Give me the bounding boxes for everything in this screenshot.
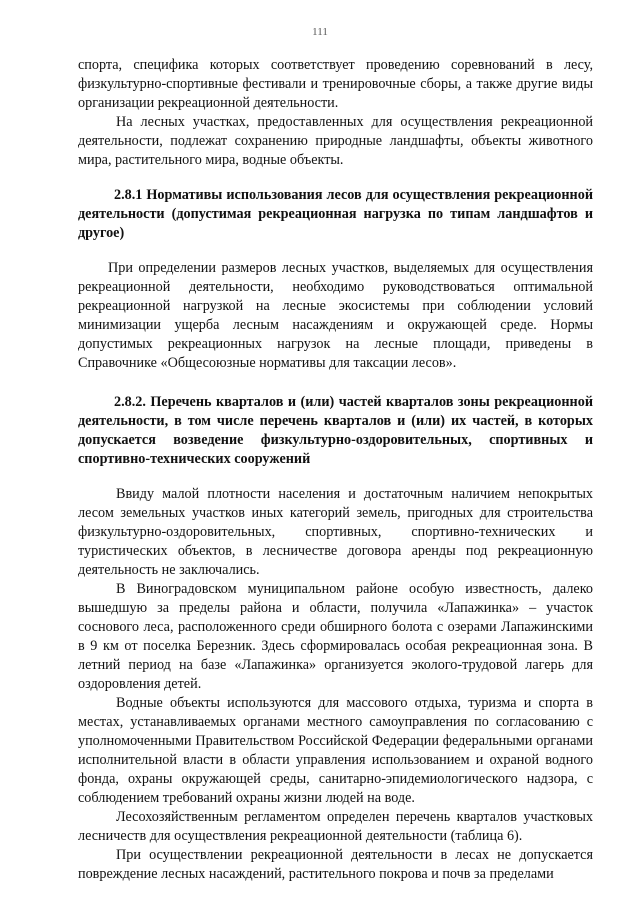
paragraph-water-bodies: Водные объекты используются для массового отдыха, туризма и спорта в местах, устанавливаемых органами местного самоуправления по согласованию с уполномоченными Правительством Российской Федерации федеральными органами исполнительной власти в области управления использованием и охраной водного фонда, охраны окружающей среды, санитарно-эпидемиологического надзора, с соблюдением требований охраны жизни людей на воде. — [78, 695, 593, 806]
paragraph-lapazhinka: В Виноградовском муниципальном районе особую известность, далеко вышедшую за пределы района и области, получила «Лапажинка» – участок соснового леса, расположенного среди обширного болота с озерами Лапажинскими в 9 км от поселка Березник. Здесь сформировалась особая рекреационная зона. В летний период на базе «Лапажинка» организуется эколого-трудовой лагерь для оздоровления детей. — [78, 581, 593, 692]
body-text — [78, 56, 593, 884]
section-heading-2-8-1: 2.8.1 Нормативы использования лесов для осуществления рекреационной деятельности (допустимая рекреационная нагрузка по типам ландшафтов и другое) — [78, 187, 593, 241]
paragraph-sport-continuation: спорта, специфика которых соответствует проведению соревнований в лесу, физкультурно-спортивные фестивали и тренировочные сборы, а также другие виды организации рекреационной деятельности. — [78, 57, 593, 111]
paragraph-population-density: Ввиду малой плотности населения и достаточным наличием непокрытых лесом земельных участков иных категорий земель, пригодных для строительства физкультурно-оздоровительных, спортивных, спортивно-технических и туристических объектов, в лесничестве договора аренды под рекреационную деятельность не заключались. — [78, 486, 593, 578]
paragraph-recreational-load: При определении размеров лесных участков, выделяемых для осуществления рекреационной деятельности, необходимо руководствоваться оптимальной рекреационной нагрузкой на лесные экосистемы при соблюдении условий минимизации ущерба лесным насаждениям и окружающей среде. Нормы допустимых рекреационных нагрузок на лесные площади, приведены в Справочнике «Общесоюзные нормативы для таксации лесов». — [78, 260, 593, 371]
paragraph-forestry-regulation: Лесохозяйственным регламентом определен перечень кварталов участковых лесничеств для осуществления рекреационной деятельности (таблица 6). — [78, 809, 593, 844]
section-heading-2-8-2: 2.8.2. Перечень кварталов и (или) частей кварталов зоны рекреационной деятельности, в том числе перечень кварталов и (или) их частей, в которых допускается возведение физкультурно-оздоровительных, спортивных и спортивно-технических сооружений — [78, 394, 593, 467]
page-number: 111 — [312, 26, 328, 38]
paragraph-preserved-landscapes: На лесных участках, предоставленных для осуществления рекреационной деятельности, подлежат сохранению природные ландшафты, объекты животного мира, растительного мира, водные объекты. — [78, 114, 593, 168]
paragraph-recreation-restrictions: При осуществлении рекреационной деятельности в лесах не допускается повреждение лесных насаждений, растительного покрова и почв за пределами — [78, 847, 593, 882]
